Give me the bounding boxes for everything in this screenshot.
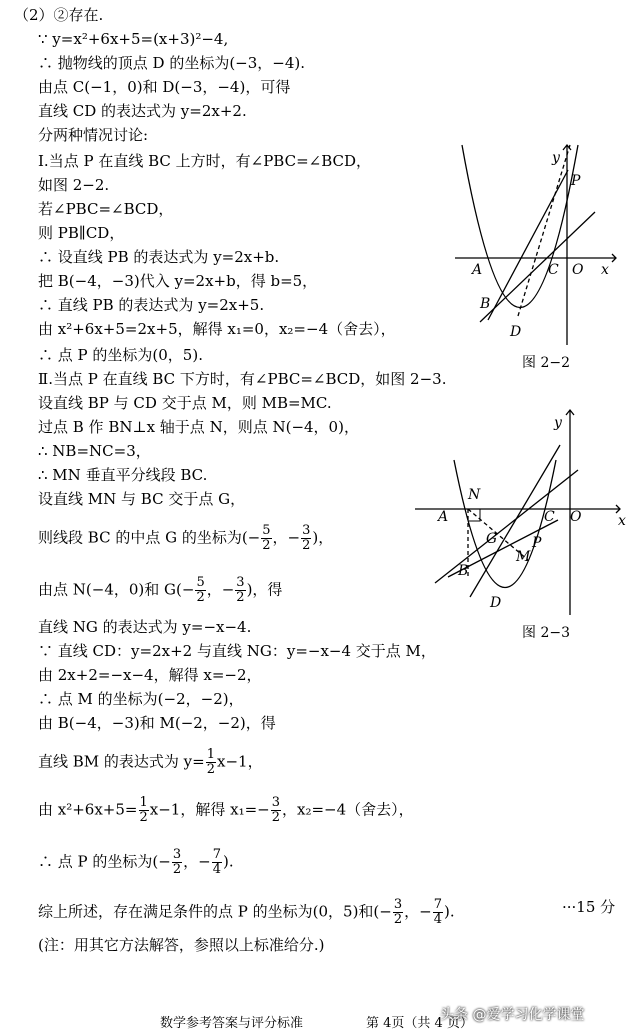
numerator: 5	[262, 523, 271, 538]
text: ，x₂=−4（舍去），	[282, 800, 414, 819]
denominator: 2	[236, 590, 245, 605]
line: ∴ NB=NC=3，	[38, 442, 151, 460]
fraction	[271, 796, 281, 825]
fraction	[235, 576, 245, 605]
numerator: 7	[433, 897, 442, 912]
numerator: 3	[271, 795, 281, 810]
line: 直线 NG 的表达式为 y=−x−4.	[38, 618, 252, 636]
line: 由 x²+6x+5=2x+5，解得 x₁=0，x₂=−4（舍去），	[38, 320, 396, 338]
score: ···15 分	[562, 898, 616, 916]
footer-title: 数学参考答案与评分标准	[160, 1016, 304, 1031]
text: x−1，解得 x₁=−	[149, 800, 270, 819]
label-o: O	[570, 509, 582, 525]
text: x−1，	[217, 752, 263, 771]
label-g: G	[486, 531, 498, 547]
note: (注：用其它方法解答，参照以上标准给分.)	[38, 936, 325, 954]
label-y: y	[552, 150, 560, 166]
label-c: C	[548, 262, 559, 278]
label-a: A	[438, 509, 449, 525]
denominator: 4	[433, 912, 442, 927]
line: ∵ y=x²+6x+5=(x+3)²−4,	[38, 30, 229, 48]
figure-2-2-caption: 图 2−2	[522, 355, 570, 371]
line: ∴ 点 M 的坐标为(−2，−2)，	[38, 690, 244, 708]
label-d: D	[510, 324, 522, 340]
figure-2-3	[410, 405, 635, 620]
denominator: 2	[271, 810, 281, 825]
fraction	[393, 898, 403, 927]
numerator: 1	[206, 747, 216, 762]
line-bc	[435, 470, 578, 583]
watermark: 头条 @爱学习化学课堂	[440, 1007, 585, 1023]
denominator: 2	[206, 762, 216, 777]
numerator: 5	[196, 575, 205, 590]
label-b: B	[458, 563, 469, 579]
label-c: C	[544, 509, 555, 525]
line: 过点 B 作 BN⊥x 轴于点 N，则点 N(−4，0)，	[38, 418, 359, 436]
line: 设直线 BP 与 CD 交于点 M，则 MB=MC.	[38, 394, 332, 412]
label-p: P	[532, 535, 542, 551]
footer-page: 第 4页（共 4 页）	[366, 1016, 473, 1031]
text: ).	[222, 852, 234, 871]
line: 若∠PBC=∠BCD，	[38, 200, 174, 218]
label-b: B	[480, 296, 491, 312]
numerator: 3	[172, 847, 182, 862]
line: 则 PB∥CD，	[38, 224, 125, 242]
numerator: 1	[139, 795, 148, 810]
line: 由 2x+2=−x−4，解得 x=−2，	[38, 666, 262, 684]
text: ，−	[206, 580, 235, 599]
text: ).	[443, 902, 455, 921]
fraction	[261, 524, 271, 553]
line-summary	[38, 898, 455, 927]
label-n: N	[468, 487, 481, 503]
label-x: x	[618, 513, 626, 529]
text: 由 x²+6x+5=	[38, 800, 138, 819]
figure-2-3-caption: 图 2−3	[522, 625, 570, 641]
numerator: 7	[212, 847, 221, 862]
denominator: 2	[262, 538, 271, 553]
line: ∵ 直线 CD：y=2x+2 与直线 NG：y=−x−4 交于点 M，	[38, 642, 436, 660]
label-o: O	[572, 262, 584, 278]
denominator: 2	[172, 862, 182, 877]
line-part-2: （2）②存在.	[14, 6, 104, 24]
line: ∴ MN 垂直平分线段 BC.	[38, 466, 208, 484]
line: 把 B(−4，−3)代入 y=2x+b，得 b=5，	[38, 272, 318, 290]
line: Ⅱ.当点 P 在直线 BC 下方时，有∠PBC=∠BCD，如图 2−3.	[38, 370, 447, 388]
fraction	[301, 524, 311, 553]
line: 如图 2−2.	[38, 176, 110, 194]
denominator: 2	[196, 590, 205, 605]
fraction	[139, 796, 149, 825]
text: ，−	[272, 528, 301, 547]
text: 直线 BM 的表达式为 y=	[38, 752, 205, 771]
label-m: M	[516, 549, 531, 565]
line-bm	[38, 748, 263, 777]
denominator: 2	[302, 538, 311, 553]
fraction	[195, 576, 205, 605]
label-x: x	[601, 262, 609, 278]
text: ，−	[183, 852, 211, 871]
text: )，	[312, 528, 334, 547]
numerator: 3	[302, 523, 311, 538]
label-p: P	[571, 173, 581, 189]
fraction	[212, 848, 222, 877]
line-point-p	[38, 848, 234, 877]
label-y: y	[554, 415, 562, 431]
line: 直线 CD 的表达式为 y=2x+2.	[38, 102, 247, 120]
denominator: 2	[139, 810, 148, 825]
text: )，得	[246, 580, 283, 599]
line: 由 B(−4，−3)和 M(−2，−2)，得	[38, 714, 276, 732]
text: ∴ 点 P 的坐标为(−	[38, 852, 171, 871]
line: ∴ 直线 PB 的表达式为 y=2x+5.	[38, 296, 265, 314]
parabola	[454, 460, 556, 588]
fraction	[172, 848, 182, 877]
line: Ⅰ.当点 P 在直线 BC 上方时，有∠PBC=∠BCD，	[38, 152, 372, 170]
denominator: 2	[393, 912, 403, 927]
line: 由点 C(−1，0)和 D(−3，−4)，可得	[38, 78, 291, 96]
label-d: D	[490, 595, 502, 611]
label-a: A	[472, 262, 483, 278]
line-equation	[38, 796, 414, 825]
text: 则线段 BC 的中点 G 的坐标为(−	[38, 528, 261, 547]
numerator: 3	[236, 575, 245, 590]
line-cd-dashed	[518, 145, 570, 316]
fraction	[433, 898, 443, 927]
text: 由点 N(−4，0)和 G(−	[38, 580, 195, 599]
text: 综上所述，存在满足条件的点 P 的坐标为(0，5)和(−	[38, 902, 392, 921]
line: 设直线 MN 与 BC 交于点 G，	[38, 490, 246, 508]
numerator: 3	[393, 897, 403, 912]
line-ng	[38, 576, 282, 605]
line: 分两种情况讨论:	[38, 126, 149, 144]
line: ∴ 设直线 PB 的表达式为 y=2x+b.	[38, 248, 280, 266]
denominator: 4	[212, 862, 221, 877]
fraction	[206, 748, 216, 777]
figure-2-2	[440, 140, 630, 350]
line-midpoint-g	[38, 524, 333, 553]
line: ∴ 点 P 的坐标为(0，5).	[38, 346, 203, 364]
line: ∴ 抛物线的顶点 D 的坐标为(−3，−4).	[38, 54, 306, 72]
text: ，−	[404, 902, 432, 921]
